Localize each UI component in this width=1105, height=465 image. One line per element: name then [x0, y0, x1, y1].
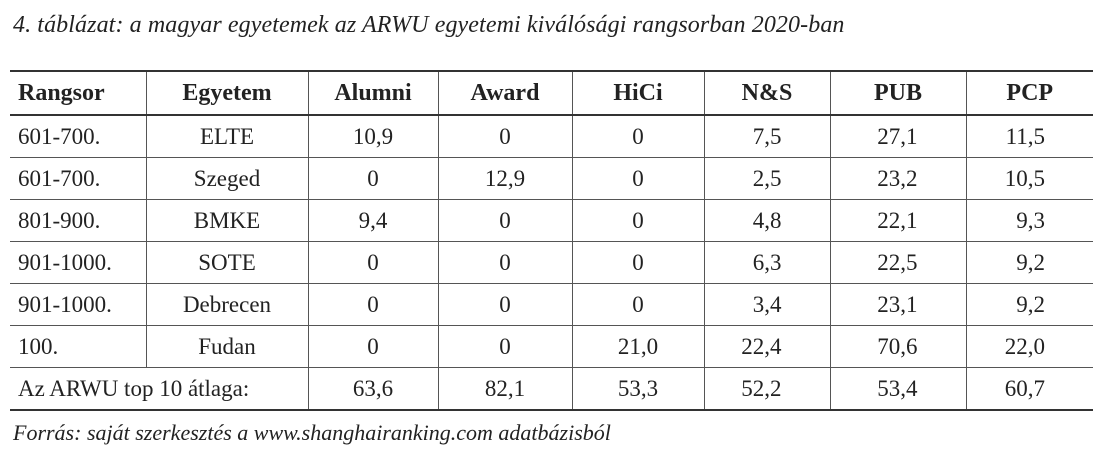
column-header-award: Award: [438, 71, 572, 115]
alumni-cell: 0: [308, 242, 438, 284]
column-header-alumni: Alumni: [308, 71, 438, 115]
award-cell: 0: [438, 242, 572, 284]
university-cell: Debrecen: [146, 284, 308, 326]
alumni-cell: 9,4: [308, 200, 438, 242]
average-pub-cell: 53,4: [830, 368, 966, 411]
ns-cell: 3,4: [704, 284, 830, 326]
column-header-egyetem: Egyetem: [146, 71, 308, 115]
hici-cell: 0: [572, 200, 704, 242]
hici-cell: 21,0: [572, 326, 704, 368]
university-cell: SOTE: [146, 242, 308, 284]
alumni-cell: 0: [308, 158, 438, 200]
average-pcp-cell: 60,7: [966, 368, 1093, 411]
average-hici-cell: 53,3: [572, 368, 704, 411]
rank-cell: 100.: [10, 326, 146, 368]
rank-cell: 801-900.: [10, 200, 146, 242]
ns-cell: 4,8: [704, 200, 830, 242]
column-header-hici: HiCi: [572, 71, 704, 115]
table-row: [10, 326, 1093, 368]
table-row: [10, 284, 1093, 326]
table-row: [10, 158, 1093, 200]
table-row: [10, 242, 1093, 284]
average-row: [10, 368, 1093, 411]
hici-cell: 0: [572, 158, 704, 200]
average-alumni-cell: 63,6: [308, 368, 438, 411]
alumni-cell: 10,9: [308, 115, 438, 158]
ns-cell: 22,4: [704, 326, 830, 368]
hici-cell: 0: [572, 284, 704, 326]
university-cell: Fudan: [146, 326, 308, 368]
pcp-cell: 22,0: [966, 326, 1093, 368]
average-label: Az ARWU top 10 átlaga:: [10, 368, 308, 411]
hici-cell: 0: [572, 115, 704, 158]
pub-cell: 23,1: [830, 284, 966, 326]
pub-cell: 27,1: [830, 115, 966, 158]
university-cell: ELTE: [146, 115, 308, 158]
rank-cell: 601-700.: [10, 115, 146, 158]
alumni-cell: 0: [308, 284, 438, 326]
table-row: [10, 200, 1093, 242]
pcp-cell: 11,5: [966, 115, 1093, 158]
university-cell: Szeged: [146, 158, 308, 200]
ns-cell: 7,5: [704, 115, 830, 158]
pub-cell: 22,1: [830, 200, 966, 242]
hici-cell: 0: [572, 242, 704, 284]
pub-cell: 23,2: [830, 158, 966, 200]
pub-cell: 70,6: [830, 326, 966, 368]
column-header-pcp: PCP: [966, 71, 1093, 115]
award-cell: 0: [438, 326, 572, 368]
column-header-rangsor: Rangsor: [10, 71, 146, 115]
average-ns-cell: 52,2: [704, 368, 830, 411]
source-note: Forrás: saját szerkesztés a www.shanghairanking.com adatbázisból: [13, 420, 611, 445]
rank-cell: 601-700.: [10, 158, 146, 200]
pcp-cell: 9,3: [966, 200, 1093, 242]
table-caption: 4. táblázat: a magyar egyetemek az ARWU egyetemi kiválósági rangsorban 2020-ban: [13, 12, 845, 38]
award-cell: 0: [438, 284, 572, 326]
column-header-pub: PUB: [830, 71, 966, 115]
award-cell: 0: [438, 115, 572, 158]
rank-cell: 901-1000.: [10, 284, 146, 326]
award-cell: 0: [438, 200, 572, 242]
ns-cell: 6,3: [704, 242, 830, 284]
average-award-cell: 82,1: [438, 368, 572, 411]
rank-cell: 901-1000.: [10, 242, 146, 284]
pub-cell: 22,5: [830, 242, 966, 284]
table-row: [10, 115, 1093, 158]
award-cell: 12,9: [438, 158, 572, 200]
ns-cell: 2,5: [704, 158, 830, 200]
pcp-cell: 10,5: [966, 158, 1093, 200]
header-row: [10, 71, 1093, 115]
university-cell: BMKE: [146, 200, 308, 242]
alumni-cell: 0: [308, 326, 438, 368]
pcp-cell: 9,2: [966, 242, 1093, 284]
pcp-cell: 9,2: [966, 284, 1093, 326]
ranking-table: [10, 70, 1093, 411]
column-header-ns: N&S: [704, 71, 830, 115]
